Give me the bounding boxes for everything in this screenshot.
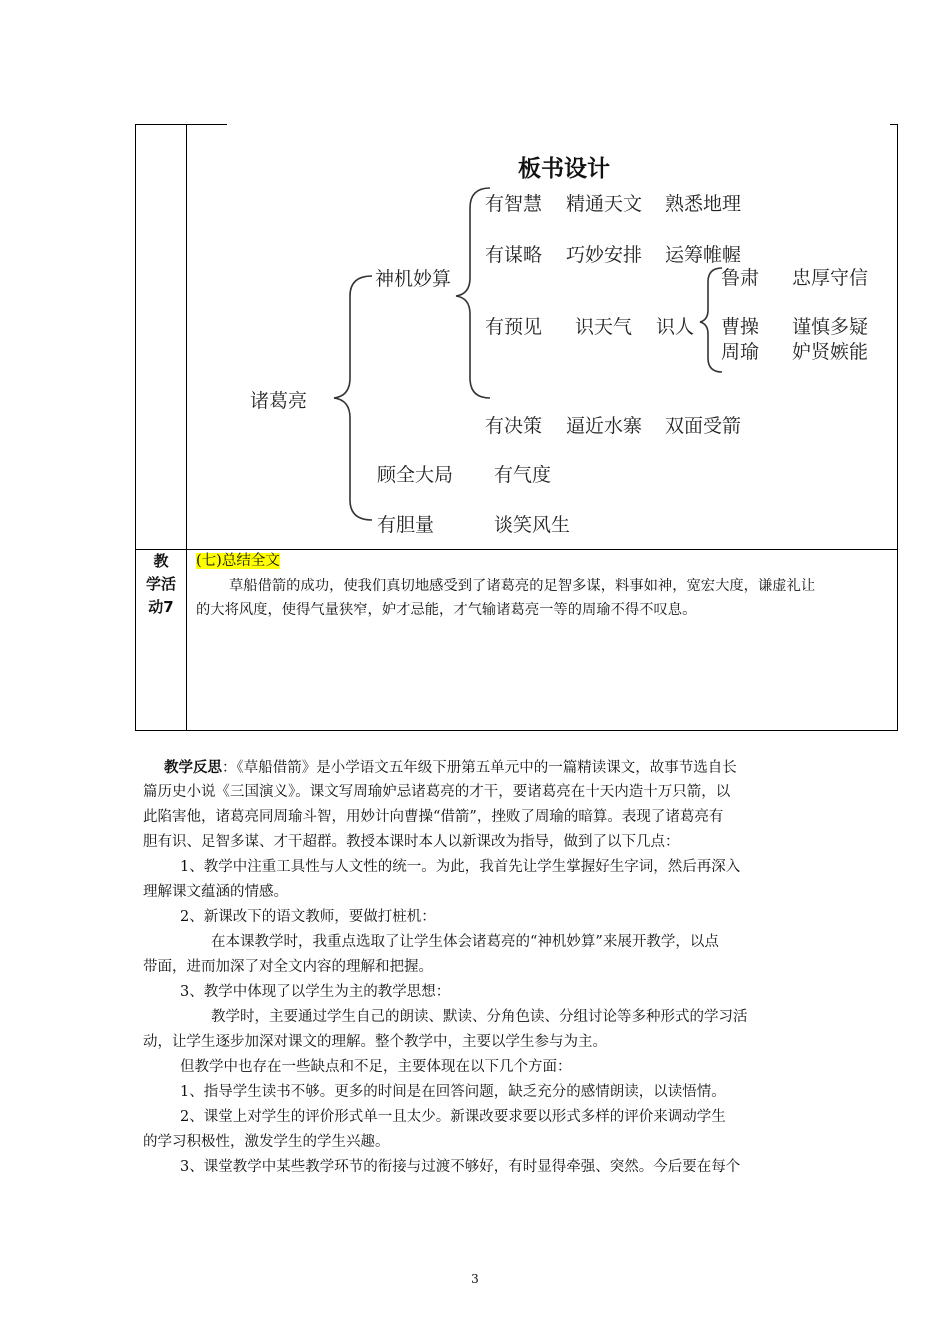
board-cell: 精通天文 [566, 193, 643, 215]
reflection-line: 的学习积极性，激发学生的学生兴趣。 [143, 1134, 390, 1150]
activity7-label-line: 教 [153, 552, 169, 570]
activity7-label-line: 学活 [145, 575, 176, 593]
page-number: 3 [471, 1272, 479, 1286]
table-bottom-border [135, 730, 898, 731]
board-root-zhugeliang: 诸葛亮 [250, 390, 308, 412]
board-branch-shenjimiaosuan: 神机妙算 [375, 268, 452, 290]
board-branch-guquandaju: 顾全大局 [377, 464, 454, 486]
board-cell: 熟悉地理 [665, 193, 742, 215]
board-title: 板书设计 [518, 156, 610, 182]
reflection-line: 此陷害他，诸葛亮同周瑜斗智，用妙计向曹操“借箭”，挫败了周瑜的暗算。表现了诸葛亮有 [143, 809, 724, 825]
board-person: 曹操 [721, 316, 760, 338]
activity7-label-line: 动7 [148, 598, 174, 616]
activity7-label [137, 550, 185, 619]
reflection-line: 胆有识、足智多谋、才干超群。教授本课时本人以新课改为指导，做到了以下几点： [143, 834, 680, 850]
board-cell: 逼近水寨 [566, 415, 643, 437]
board-trait: 忠厚守信 [792, 267, 869, 289]
reflection-line: 篇历史小说《三国演义》。课文写周瑜妒忌诸葛亮的才干，要诸葛亮在十天内造十万只箭，以 [143, 784, 731, 800]
reflection-line: 动，让学生逐步加深对课文的理解。整个教学中，主要以学生参与为主。 [143, 1034, 607, 1050]
reflection-line: 2、新课改下的语文教师，要做打桩机： [180, 909, 436, 925]
board-person: 鲁肃 [721, 267, 760, 289]
reflection-line: 3、课堂教学中某些教学环节的衔接与过渡不够好，有时显得牵强、突然。今后要在每个 [180, 1159, 741, 1175]
board-cell: 巧妙安排 [566, 244, 643, 266]
board-cell: 有谋略 [485, 244, 543, 266]
reflection-line: 在本课教学时，我重点选取了让学生体会诸葛亮的“神机妙算”来展开教学，以点 [211, 934, 719, 950]
board-cell: 有预见 [485, 316, 543, 338]
reflection-line: 1、指导学生读书不够。更多的时间是在回答问题，缺乏充分的感情朗读，以读悟情。 [180, 1084, 726, 1100]
reflection-line: 但教学中也存在一些缺点和不足，主要体现在以下几个方面： [180, 1059, 572, 1075]
reflection-line: 1、教学中注重工具性与人文性的统一。为此，我首先让学生掌握好生字词，然后再深入 [180, 859, 741, 875]
board-cell: 识人 [656, 316, 695, 338]
reflection-line: 2、课堂上对学生的评价形式单一且太少。新课改要求要以形式多样的评价来调动学生 [180, 1109, 726, 1125]
board-cell: 有气度 [494, 464, 552, 486]
board-cell: 运筹帷幄 [665, 244, 742, 266]
reflection-lead: 教学反思 [164, 759, 222, 776]
activity7-line2: 的大将风度，使得气量狭窄，妒才忌能，才气输诸葛亮一等的周瑜不得不叹息。 [196, 602, 697, 618]
board-cell: 有智慧 [485, 193, 543, 215]
reflection-line [164, 755, 737, 781]
board-cell: 双面受箭 [665, 415, 742, 437]
board-cell: 识天气 [575, 316, 633, 338]
activity7-line1: 草船借箭的成功，使我们真切地感受到了诸葛亮的足智多谋，料事如神，宽宏大度，谦虚礼让 [229, 578, 816, 594]
activity7-heading [196, 550, 280, 572]
board-cell: 谈笑风生 [494, 514, 571, 536]
board-trait: 谨慎多疑 [792, 316, 869, 338]
reflection-line: 带面，进而加深了对全文内容的理解和把握。 [143, 959, 433, 975]
reflection-line: 3、教学中体现了以学生为主的教学思想： [180, 984, 451, 1000]
board-cell: 有决策 [485, 415, 543, 437]
board-trait: 妒贤嫉能 [792, 341, 869, 363]
reflection-line: 教学时，主要通过学生自己的朗读、默读、分角色读、分组讨论等多种形式的学习活 [211, 1009, 748, 1025]
board-person: 周瑜 [721, 341, 760, 363]
activity7-heading-text: (七)总结全文 [196, 553, 280, 569]
reflection-text: ：《草船借箭》是小学语文五年级下册第五单元中的一篇精读课文，故事节选自长 [222, 760, 737, 776]
board-branch-youdanliang: 有胆量 [377, 514, 435, 536]
reflection-line: 理解课文蕴涵的情感。 [143, 884, 288, 900]
